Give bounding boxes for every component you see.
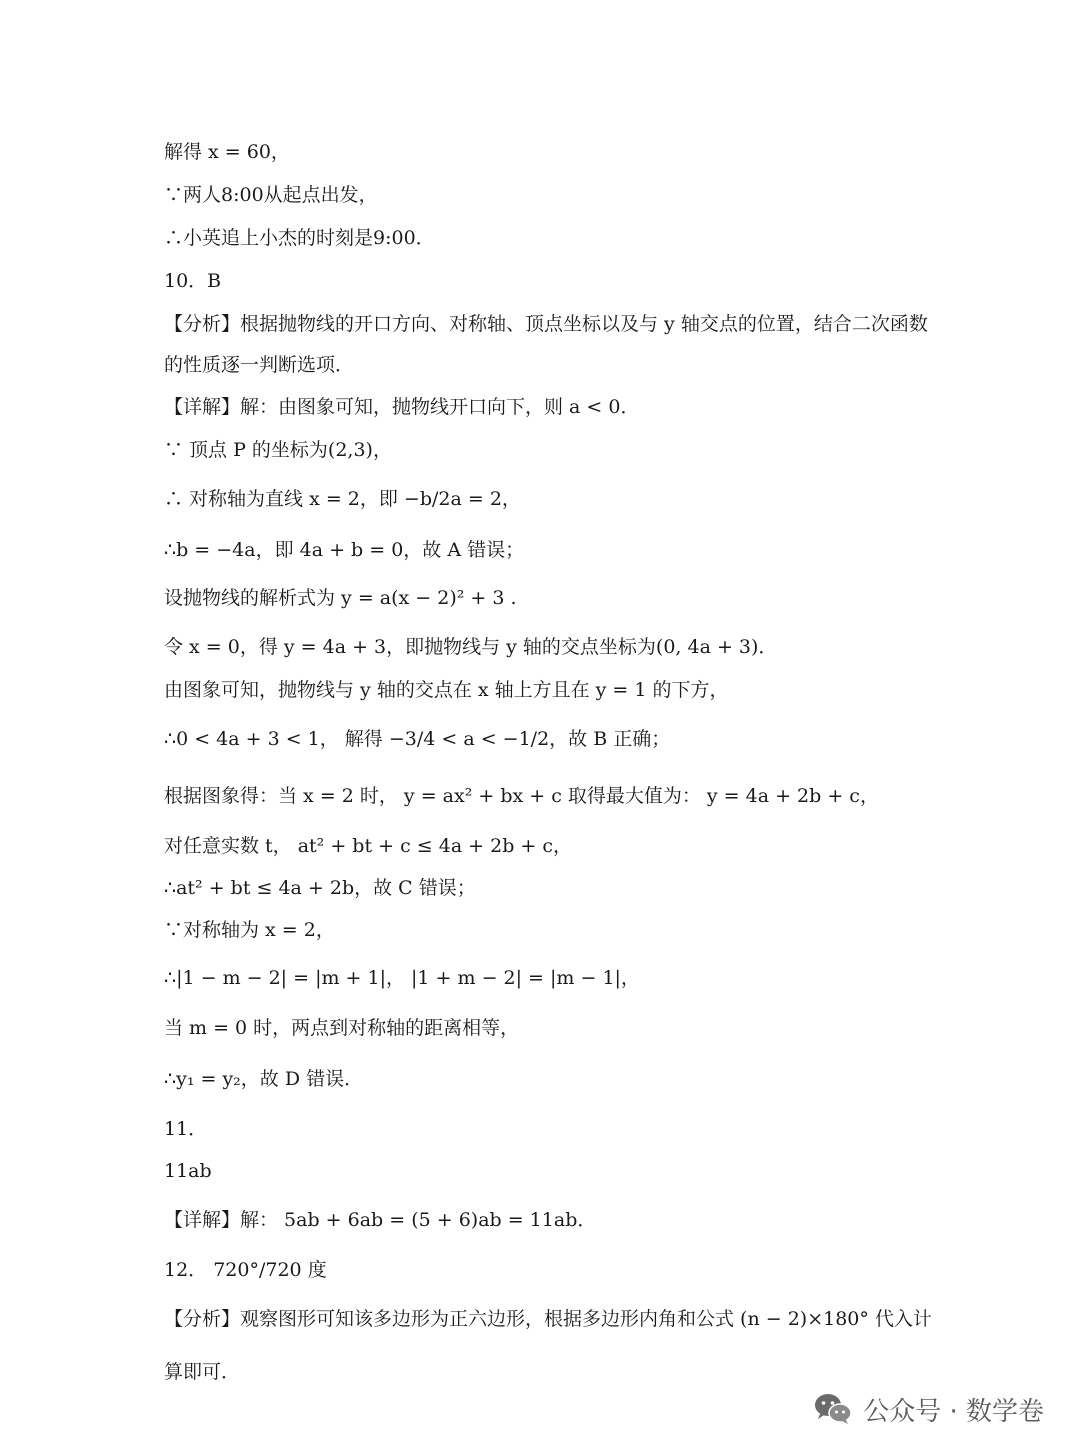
text-line: ∵两人8:00从起点出发，	[164, 184, 378, 206]
text-line: ∵ 顶点 P 的坐标为(2,3)，	[164, 439, 392, 461]
text-line: 算即可．	[164, 1361, 241, 1383]
text-line: 根据图象得：当 x = 2 时， y = ax² + bx + c 取得最大值为： y = 4a + 2b + c，	[164, 785, 879, 807]
text-line: 对任意实数 t， at² + bt + c ≤ 4a + 2b + c，	[164, 835, 573, 857]
analysis-line: 【分析】根据抛物线的开口方向、对称轴、顶点坐标以及与 y 轴交点的位置，结合二次函数	[164, 313, 928, 335]
text-line: 令 x = 0，得 y = 4a + 3，即抛物线与 y 轴的交点坐标为(0, 4a + 3)．	[164, 636, 778, 658]
question-number: 10．B	[164, 270, 222, 292]
text-line: ∴at² + bt ≤ 4a + 2b，故 C 错误；	[164, 877, 476, 899]
question-number: 12． 720°/720 度	[164, 1259, 327, 1281]
text-line: ∵对称轴为 x = 2，	[164, 919, 335, 941]
watermark	[813, 1386, 1044, 1432]
text-line: 解得 x = 60，	[164, 141, 290, 163]
watermark-text: 公众号 · 数学卷	[863, 1396, 1044, 1427]
wechat-icon	[813, 1391, 853, 1427]
text-line: ∴小英追上小杰的时刻是9:00．	[164, 227, 435, 249]
text-line: 由图象可知，抛物线与 y 轴的交点在 x 轴上方且在 y = 1 的下方，	[164, 679, 729, 701]
answer-line: 11ab	[164, 1160, 212, 1182]
text-line: 的性质逐一判断选项．	[164, 354, 355, 376]
text-line: 设抛物线的解析式为 y = a(x − 2)² + 3 .	[164, 587, 517, 609]
text-line: 当 m = 0 时，两点到对称轴的距离相等，	[164, 1017, 520, 1039]
detail-line: 【详解】解： 5ab + 6ab = (5 + 6)ab = 11ab．	[164, 1209, 597, 1231]
detail-line: 【详解】解：由图象可知，抛物线开口向下，则 a < 0．	[164, 396, 640, 418]
analysis-line: 【分析】观察图形可知该多边形为正六边形，根据多边形内角和公式 (n − 2)×180° 代入计	[164, 1308, 932, 1330]
text-line: ∴|1 − m − 2| = |m + 1|， |1 + m − 2| = |m − 1|，	[164, 967, 640, 989]
text-line: ∴0 < 4a + 3 < 1， 解得 −3/4 < a < −1/2，故 B 正确；	[164, 728, 671, 750]
text-line: ∴y₁ = y₂，故 D 错误．	[164, 1068, 364, 1090]
text-line: ∴ 对称轴为直线 x = 2，即 −b/2a = 2，	[164, 488, 521, 510]
text-line: ∴b = −4a，即 4a + b = 0，故 A 错误；	[164, 539, 525, 561]
question-number: 11．	[164, 1118, 208, 1140]
